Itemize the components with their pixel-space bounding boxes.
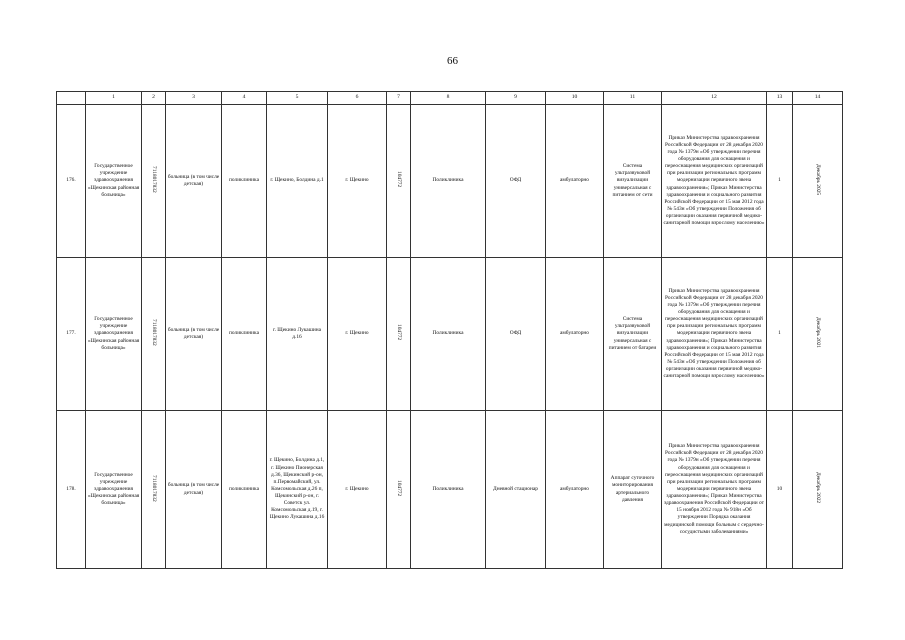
- equipment: Система ультразвуковой визуализации универсальная с питанием от сети: [604, 105, 662, 258]
- inn-cell: [142, 258, 166, 411]
- facility-type: больница (в том числе детская): [166, 258, 222, 411]
- quantity: 10: [767, 411, 793, 569]
- row-number: 176.: [57, 105, 86, 258]
- order-reference: Приказ Министерства здравоохранения Российской Федерации от 28 декабря 2020 года № 1379н «Об утверждении перечня оборудования для оснащения и переоснащения медицинских организаций при реализации региональных программ модернизации первичного звена здравоохранения»; Приказ Министерства здравоохранения Российской Федерации от 15 ноября 2012 года № 918н «Об утверждении Порядка оказания медицинской помощи больным с сердечно-сосудистыми заболеваниями»: [662, 411, 767, 569]
- date-cell: [793, 411, 843, 569]
- inn-cell: [142, 411, 166, 569]
- city: г. Щекино: [328, 258, 387, 411]
- header-cell: 9: [486, 92, 546, 105]
- table-row: [57, 411, 843, 569]
- inn: 7118017832: [151, 166, 158, 193]
- facility-type: больница (в том числе детская): [166, 105, 222, 258]
- header-cell: 5: [267, 92, 328, 105]
- header-cell-empty: [57, 92, 86, 105]
- date: Декабрь 2021: [815, 316, 822, 348]
- unit: поликлиника: [222, 258, 267, 411]
- header-cell: 12: [662, 92, 767, 105]
- equipment: Система ультразвуковой визуализации универсальная с питанием от батареи: [604, 258, 662, 411]
- table-row: [57, 258, 843, 411]
- page-number: 66: [447, 55, 458, 67]
- care-mode: амбулаторно: [546, 411, 604, 569]
- order-reference: Приказ Министерства здравоохранения Российской Федерации от 28 декабря 2020 года № 1379н «Об утверждении перечня оборудования для оснащения и переоснащения медицинских организаций при реализации региональных программ модернизации первичного звена здравоохранения»; Приказ Министерства здравоохранения и социального развития Российской Федерации от 15 мая 2012 года № 543н «Об утверждении Положения об организации оказания первичной медико-санитарной помощи взрослому населению»: [662, 105, 767, 258]
- table-row: [57, 105, 843, 258]
- code-cell: [387, 411, 411, 569]
- date-cell: [793, 258, 843, 411]
- organization-name: Государственное учреждение здравоохранения «Щекинская районная больница»: [86, 411, 142, 569]
- header-cell: 1: [86, 92, 142, 105]
- quantity: 1: [767, 105, 793, 258]
- cabinet: Дневной стационар: [486, 411, 546, 569]
- address: г. Щекино Лукашина д.16: [267, 258, 328, 411]
- code-cell: [387, 258, 411, 411]
- row-number: 177.: [57, 258, 86, 411]
- unit: поликлиника: [222, 411, 267, 569]
- header-cell: 13: [767, 92, 793, 105]
- equipment-table: [56, 91, 843, 569]
- row-number: 178.: [57, 411, 86, 569]
- quantity: 1: [767, 258, 793, 411]
- header-cell: 11: [604, 92, 662, 105]
- cabinet: ОФД: [486, 105, 546, 258]
- code-cell: [387, 105, 411, 258]
- date-cell: [793, 105, 843, 258]
- header-cell: 4: [222, 92, 267, 105]
- code: 104772: [396, 479, 403, 497]
- header-cell: 7: [387, 92, 411, 105]
- header-cell: 10: [546, 92, 604, 105]
- department: Поликлиника: [411, 258, 486, 411]
- date: Декабрь 2022: [815, 472, 822, 504]
- inn: 7118017832: [151, 474, 158, 502]
- cabinet: ОФД: [486, 258, 546, 411]
- address: г. Щекино, Болдина д.1, г. Щекино Пионерская д.36, Щекинский р-он, п.Первомайский, ул. Комсомольская д.26 п, Щекинский р-он, г. Советск ул. Комсомольская д.19, г. Щекино Лукашина д.16: [267, 411, 328, 569]
- address: г. Щекино, Болдина д.1: [267, 105, 328, 258]
- department: Поликлиника: [411, 411, 486, 569]
- facility-type: больница (в том числе детская): [166, 411, 222, 569]
- header-row: [57, 92, 843, 105]
- code: 104772: [396, 171, 403, 188]
- organization-name: Государственное учреждение здравоохранения «Щекинская районная больница»: [86, 258, 142, 411]
- header-cell: 6: [328, 92, 387, 105]
- code: 104772: [396, 324, 403, 341]
- care-mode: амбулаторно: [546, 258, 604, 411]
- header-cell: 2: [142, 92, 166, 105]
- department: Поликлиника: [411, 105, 486, 258]
- header-cell: 14: [793, 92, 843, 105]
- organization-name: Государственное учреждение здравоохранения «Щекинская районная больница»: [86, 105, 142, 258]
- equipment: Аппарат суточного мониторирования артериального давления: [604, 411, 662, 569]
- order-reference: Приказ Министерства здравоохранения Российской Федерации от 28 декабря 2020 года № 1379н «Об утверждении перечня оборудования для оснащения и переоснащения медицинских организаций при реализации региональных программ модернизации первичного звена здравоохранения»; Приказ Министерства здравоохранения и социального развития Российской Федерации от 15 мая 2012 года № 543н «Об утверждении Положения об организации оказания первичной медико-санитарной помощи взрослому населению»: [662, 258, 767, 411]
- care-mode: амбулаторно: [546, 105, 604, 258]
- unit: поликлиника: [222, 105, 267, 258]
- inn: 7118017832: [151, 319, 158, 346]
- date: Декабрь 2025: [815, 163, 822, 195]
- city: г. Щекино: [328, 105, 387, 258]
- header-cell: 8: [411, 92, 486, 105]
- city: г. Щекино: [328, 411, 387, 569]
- inn-cell: [142, 105, 166, 258]
- header-cell: 3: [166, 92, 222, 105]
